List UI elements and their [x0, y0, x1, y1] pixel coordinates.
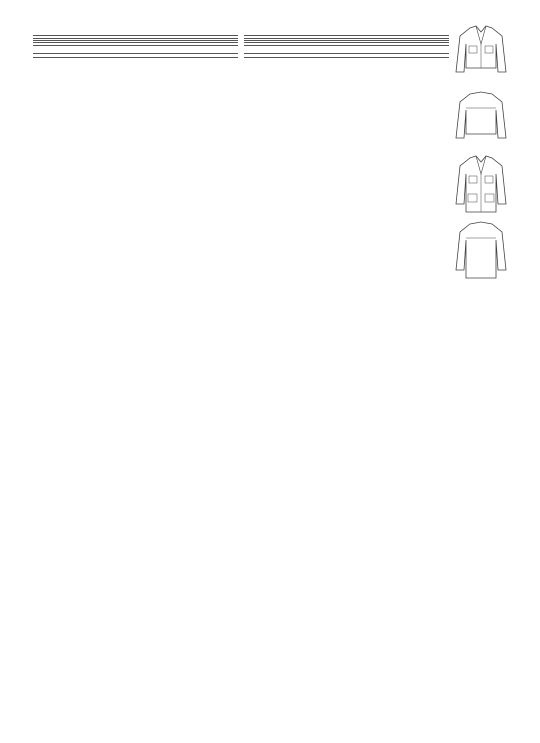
- jacket-b-front-illustration: [452, 154, 510, 214]
- garment-illustrations: [452, 22, 510, 286]
- jacket-a-front-illustration: [452, 22, 510, 82]
- jacket-a-back-illustration: [452, 88, 510, 148]
- french-column: [244, 34, 449, 60]
- english-column: [33, 34, 238, 60]
- jacket-b-back-illustration: [452, 220, 510, 280]
